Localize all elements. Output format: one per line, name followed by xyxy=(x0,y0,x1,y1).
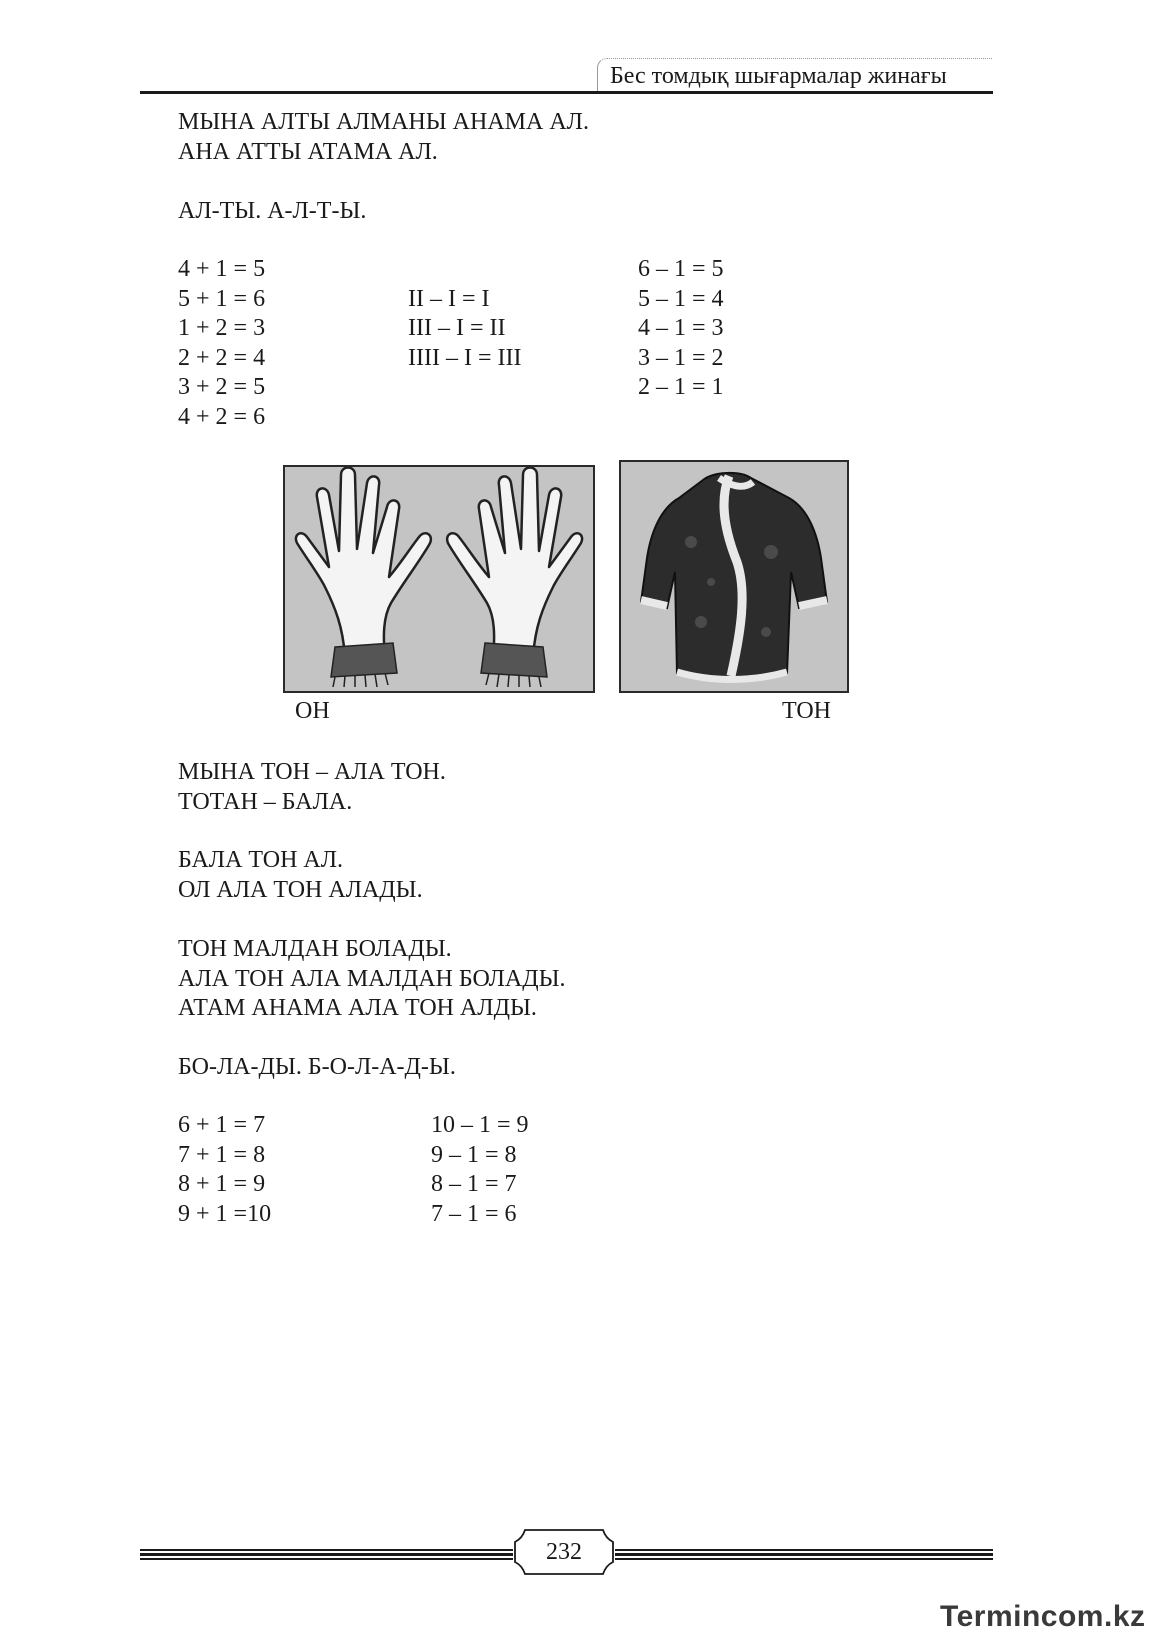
text-line: ТОТАН – БАЛА. xyxy=(178,788,353,815)
equation: 5 + 1 = 6 xyxy=(178,285,266,312)
coat-illustration xyxy=(619,460,849,693)
text-line: БАЛА ТОН АЛ. xyxy=(178,847,344,873)
equation: 7 + 1 = 8 xyxy=(178,1141,266,1168)
header-rule xyxy=(140,91,993,94)
equation: III – I = II xyxy=(408,315,506,341)
syllable-line-2 xyxy=(178,1053,456,1083)
text-line: ТОН МАЛДАН БОЛАДЫ. xyxy=(178,936,452,962)
text-line: МЫНА АЛТЫ АЛМАНЫ АНАМА АЛ. xyxy=(178,109,589,135)
equation: 4 + 1 = 5 xyxy=(178,256,266,282)
equation: 7 – 1 = 6 xyxy=(431,1200,517,1227)
equation: 8 – 1 = 7 xyxy=(431,1171,517,1197)
equation: 9 – 1 = 8 xyxy=(431,1141,517,1168)
equation: 10 – 1 = 9 xyxy=(431,1112,529,1138)
text-line: АЛА ТОН АЛА МАЛДАН БОЛАДЫ. xyxy=(178,965,566,992)
hands-illustration xyxy=(283,465,595,693)
math2-left-column xyxy=(178,1111,271,1229)
math1-left-column xyxy=(178,255,265,432)
coat-icon xyxy=(621,462,847,691)
text-line: АТАМ АНАМА АЛА ТОН АЛДЫ. xyxy=(178,995,537,1021)
text-line: МЫНА ТОН – АЛА ТОН. xyxy=(178,759,446,785)
math1-middle-column xyxy=(408,285,521,374)
text-block-4 xyxy=(178,935,566,1024)
watermark-logo: Termincom.kz xyxy=(940,1600,1146,1633)
equation: II – I = I xyxy=(408,285,490,312)
equation: 4 + 2 = 6 xyxy=(178,403,266,430)
equation: 2 + 2 = 4 xyxy=(178,344,266,371)
equation: 4 – 1 = 3 xyxy=(638,315,724,341)
equation: 9 + 1 =10 xyxy=(178,1200,272,1227)
text-line: ОЛ АЛА ТОН АЛАДЫ. xyxy=(178,876,423,903)
equation: 2 – 1 = 1 xyxy=(638,374,724,400)
text-block-2 xyxy=(178,758,446,817)
math2-right-column xyxy=(431,1111,529,1229)
math1-right-column xyxy=(638,255,724,403)
caption-on: ОН xyxy=(295,698,330,724)
hands-icon xyxy=(285,467,593,691)
equation: 6 + 1 = 7 xyxy=(178,1112,266,1138)
syllable-line-1 xyxy=(178,197,366,227)
equation: IIII – I = III xyxy=(408,344,522,371)
text-block-1 xyxy=(178,108,589,167)
equation: 3 – 1 = 2 xyxy=(638,344,724,371)
text-line: БО-ЛА-ДЫ. Б-О-Л-А-Д-Ы. xyxy=(178,1054,456,1080)
text-line: АЛ-ТЫ. А-Л-Т-Ы. xyxy=(178,198,367,224)
text-line: АНА АТТЫ АТАМА АЛ. xyxy=(178,138,438,165)
equation: 8 + 1 = 9 xyxy=(178,1171,266,1197)
caption-ton: ТОН xyxy=(782,698,832,724)
equation: 6 – 1 = 5 xyxy=(638,256,724,282)
equation: 5 – 1 = 4 xyxy=(638,285,724,312)
equation: 1 + 2 = 3 xyxy=(178,315,266,341)
page-number-box xyxy=(513,1528,615,1576)
equation: 3 + 2 = 5 xyxy=(178,374,266,400)
text-block-3 xyxy=(178,846,423,905)
page-number: 232 xyxy=(546,1539,582,1565)
running-header: Бес томдық шығармалар жинағы xyxy=(597,58,992,92)
